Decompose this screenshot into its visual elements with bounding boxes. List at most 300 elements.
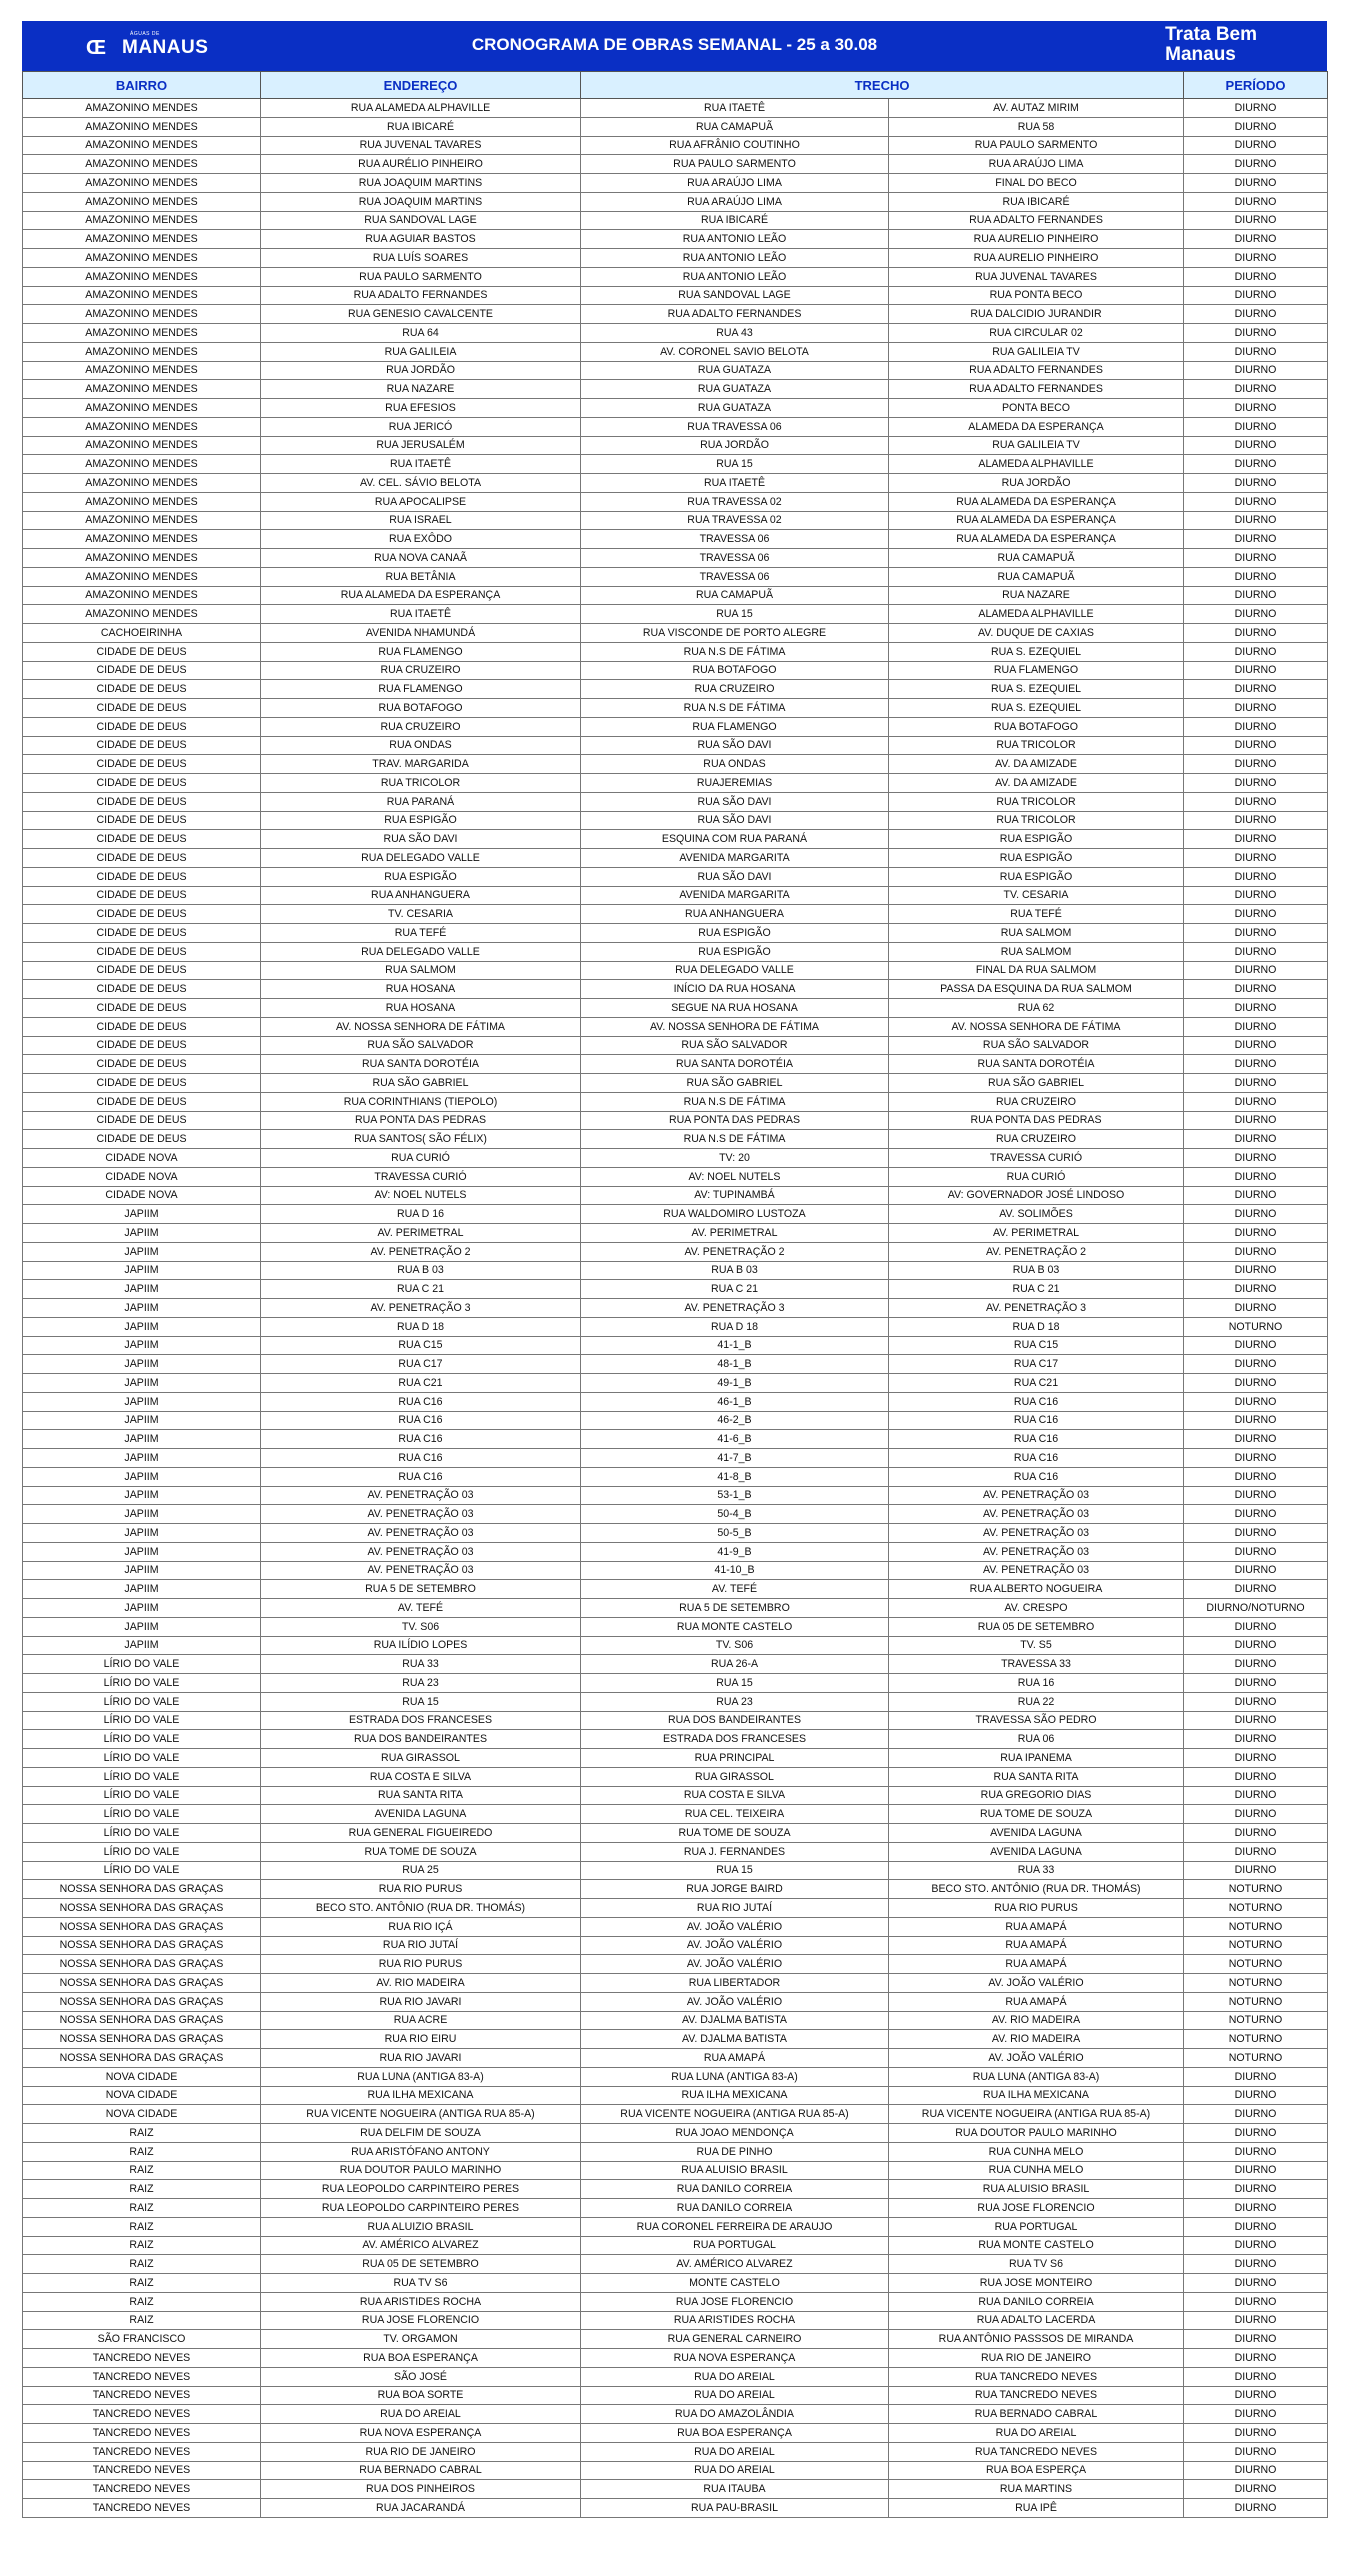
cell-trecho-to: PONTA BECO bbox=[889, 399, 1184, 418]
cell-periodo: DIURNO bbox=[1184, 1692, 1328, 1711]
cell-endereco: RUA TRICOLOR bbox=[261, 774, 581, 793]
cell-periodo: NOTURNO bbox=[1184, 1936, 1328, 1955]
cell-endereco: AV: NOEL NUTELS bbox=[261, 1186, 581, 1205]
cell-trecho-to: AV. DA AMIZADE bbox=[889, 774, 1184, 793]
trata-bem-manaus-logo bbox=[1165, 25, 1257, 65]
cell-periodo: DIURNO bbox=[1184, 2180, 1328, 2199]
table-row bbox=[23, 1542, 1328, 1561]
cell-trecho-from: 41-7_B bbox=[581, 1449, 889, 1468]
table-row bbox=[23, 755, 1328, 774]
cell-bairro: CACHOEIRINHA bbox=[23, 624, 261, 643]
cell-trecho-to: RUA ILHA MEXICANA bbox=[889, 2086, 1184, 2105]
table-row bbox=[23, 399, 1328, 418]
cell-endereco: RUA 33 bbox=[261, 1655, 581, 1674]
cell-periodo: DIURNO bbox=[1184, 1655, 1328, 1674]
cell-bairro: JAPIIM bbox=[23, 1580, 261, 1599]
table-row bbox=[23, 867, 1328, 886]
cell-trecho-from: RUA GUATAZA bbox=[581, 380, 889, 399]
table-row bbox=[23, 1299, 1328, 1318]
cell-periodo: DIURNO bbox=[1184, 867, 1328, 886]
cell-bairro: AMAZONINO MENDES bbox=[23, 211, 261, 230]
cell-periodo: DIURNO bbox=[1184, 2199, 1328, 2218]
table-row bbox=[23, 1392, 1328, 1411]
cell-trecho-from: RUA DELEGADO VALLE bbox=[581, 961, 889, 980]
cell-bairro: CIDADE DE DEUS bbox=[23, 1111, 261, 1130]
table-row bbox=[23, 886, 1328, 905]
cell-endereco: RUA 25 bbox=[261, 1861, 581, 1880]
cell-bairro: CIDADE DE DEUS bbox=[23, 999, 261, 1018]
cell-endereco: RUA JOAQUIM MARTINS bbox=[261, 192, 581, 211]
cell-trecho-to: RUA DO AREIAL bbox=[889, 2424, 1184, 2443]
cell-endereco: AV. PENETRAÇÃO 2 bbox=[261, 1242, 581, 1261]
cell-trecho-to: RUA 06 bbox=[889, 1730, 1184, 1749]
cell-periodo: DIURNO bbox=[1184, 1224, 1328, 1243]
cell-trecho-to: RUA PORTUGAL bbox=[889, 2217, 1184, 2236]
cell-endereco: RUA 64 bbox=[261, 324, 581, 343]
cell-trecho-from: AV. JOÃO VALÉRIO bbox=[581, 1936, 889, 1955]
cell-bairro: CIDADE DE DEUS bbox=[23, 811, 261, 830]
cell-bairro: LÍRIO DO VALE bbox=[23, 1692, 261, 1711]
cell-periodo: DIURNO bbox=[1184, 455, 1328, 474]
cell-bairro: JAPIIM bbox=[23, 1336, 261, 1355]
cell-endereco: RUA BOA ESPERANÇA bbox=[261, 2349, 581, 2368]
table-row bbox=[23, 1955, 1328, 1974]
cell-trecho-to: RUA 58 bbox=[889, 117, 1184, 136]
cell-bairro: CIDADE DE DEUS bbox=[23, 905, 261, 924]
cell-endereco: RUA HOSANA bbox=[261, 999, 581, 1018]
cell-bairro: TANCREDO NEVES bbox=[23, 2480, 261, 2499]
cell-trecho-from: SEGUE NA RUA HOSANA bbox=[581, 999, 889, 1018]
cell-endereco: RUA C16 bbox=[261, 1392, 581, 1411]
cell-periodo: DIURNO bbox=[1184, 1411, 1328, 1430]
cell-periodo: DIURNO bbox=[1184, 1242, 1328, 1261]
cell-bairro: TANCREDO NEVES bbox=[23, 2386, 261, 2405]
cell-endereco: TRAV. MARGARIDA bbox=[261, 755, 581, 774]
cell-endereco: RUA FLAMENGO bbox=[261, 642, 581, 661]
cell-trecho-from: AV. PENETRAÇÃO 2 bbox=[581, 1242, 889, 1261]
cell-endereco: RUA TEFÉ bbox=[261, 924, 581, 943]
cell-trecho-from: 50-4_B bbox=[581, 1505, 889, 1524]
cell-periodo: DIURNO bbox=[1184, 324, 1328, 343]
cell-endereco: RUA EFESIOS bbox=[261, 399, 581, 418]
cell-trecho-to: RUA CUNHA MELO bbox=[889, 2161, 1184, 2180]
cell-trecho-to: TRAVESSA SÃO PEDRO bbox=[889, 1711, 1184, 1730]
table-row bbox=[23, 1467, 1328, 1486]
table-row bbox=[23, 1749, 1328, 1768]
cell-endereco: RUA ITAETÊ bbox=[261, 455, 581, 474]
cell-trecho-to: AV. PENETRAÇÃO 3 bbox=[889, 1299, 1184, 1318]
cell-periodo: DIURNO bbox=[1184, 961, 1328, 980]
cell-trecho-from: RUA DE PINHO bbox=[581, 2142, 889, 2161]
cell-trecho-to: RUA SANTA DOROTÉIA bbox=[889, 1055, 1184, 1074]
cell-bairro: RAIZ bbox=[23, 2142, 261, 2161]
cell-endereco: AV. PENETRAÇÃO 03 bbox=[261, 1486, 581, 1505]
cell-trecho-from: RUA FLAMENGO bbox=[581, 717, 889, 736]
cell-trecho-to: RUA RIO DE JANEIRO bbox=[889, 2349, 1184, 2368]
table-row bbox=[23, 211, 1328, 230]
cell-periodo: DIURNO bbox=[1184, 980, 1328, 999]
cell-trecho-to: RUA AURELIO PINHEIRO bbox=[889, 249, 1184, 268]
cell-bairro: NOSSA SENHORA DAS GRAÇAS bbox=[23, 1880, 261, 1899]
cell-trecho-from: RUA GUATAZA bbox=[581, 399, 889, 418]
cell-trecho-from: RUA ARISTIDES ROCHA bbox=[581, 2311, 889, 2330]
table-row bbox=[23, 136, 1328, 155]
cell-periodo: DIURNO bbox=[1184, 1861, 1328, 1880]
cell-trecho-from: RUA GENERAL CARNEIRO bbox=[581, 2330, 889, 2349]
cell-trecho-to: RUA CURIÓ bbox=[889, 1167, 1184, 1186]
cell-periodo: DIURNO bbox=[1184, 905, 1328, 924]
cell-trecho-to: RUA JOSE MONTEIRO bbox=[889, 2274, 1184, 2293]
cell-bairro: TANCREDO NEVES bbox=[23, 2499, 261, 2518]
cell-trecho-to: RUA ALAMEDA DA ESPERANÇA bbox=[889, 530, 1184, 549]
cell-trecho-from: RUA B 03 bbox=[581, 1261, 889, 1280]
table-row bbox=[23, 1092, 1328, 1111]
cell-bairro: LÍRIO DO VALE bbox=[23, 1767, 261, 1786]
cell-bairro: JAPIIM bbox=[23, 1524, 261, 1543]
cell-bairro: AMAZONINO MENDES bbox=[23, 230, 261, 249]
cell-bairro: LÍRIO DO VALE bbox=[23, 1805, 261, 1824]
cell-trecho-from: AV. JOÃO VALÉRIO bbox=[581, 1917, 889, 1936]
cell-periodo: DIURNO bbox=[1184, 2461, 1328, 2480]
cell-bairro: JAPIIM bbox=[23, 1280, 261, 1299]
cell-trecho-from: RUA SÃO DAVI bbox=[581, 736, 889, 755]
table-row bbox=[23, 249, 1328, 268]
cell-bairro: CIDADE NOVA bbox=[23, 1149, 261, 1168]
table-row bbox=[23, 380, 1328, 399]
cell-trecho-from: RUA N.S DE FÁTIMA bbox=[581, 642, 889, 661]
cell-endereco: AV. CEL. SÁVIO BELOTA bbox=[261, 474, 581, 493]
cell-endereco: RUA CRUZEIRO bbox=[261, 717, 581, 736]
cell-periodo: DIURNO bbox=[1184, 605, 1328, 624]
cell-trecho-to: RUA MONTE CASTELO bbox=[889, 2236, 1184, 2255]
cell-endereco: RUA SANDOVAL LAGE bbox=[261, 211, 581, 230]
cell-endereco: RUA GALILEIA bbox=[261, 342, 581, 361]
table-row bbox=[23, 1730, 1328, 1749]
cell-trecho-from: RUA ANHANGUERA bbox=[581, 905, 889, 924]
cell-bairro: AMAZONINO MENDES bbox=[23, 586, 261, 605]
cell-endereco: RUA PAULO SARMENTO bbox=[261, 267, 581, 286]
cell-trecho-from: RUA SANTA DOROTÉIA bbox=[581, 1055, 889, 1074]
cell-trecho-to: AV. PENETRAÇÃO 2 bbox=[889, 1242, 1184, 1261]
cell-bairro: NOVA CIDADE bbox=[23, 2105, 261, 2124]
cell-endereco: AV. PENETRAÇÃO 03 bbox=[261, 1542, 581, 1561]
cell-endereco: AV. TEFÉ bbox=[261, 1599, 581, 1618]
cell-periodo: DIURNO bbox=[1184, 586, 1328, 605]
cell-bairro: AMAZONINO MENDES bbox=[23, 361, 261, 380]
cell-trecho-to: AV. PENETRAÇÃO 03 bbox=[889, 1524, 1184, 1543]
cell-bairro: AMAZONINO MENDES bbox=[23, 174, 261, 193]
cell-endereco: RUA ADALTO FERNANDES bbox=[261, 286, 581, 305]
cell-trecho-from: RUA ITAUBA bbox=[581, 2480, 889, 2499]
cell-trecho-from: 41-8_B bbox=[581, 1467, 889, 1486]
cell-trecho-from: ESQUINA COM RUA PARANÁ bbox=[581, 830, 889, 849]
cell-bairro: NOVA CIDADE bbox=[23, 2086, 261, 2105]
table-row bbox=[23, 774, 1328, 793]
cell-bairro: LÍRIO DO VALE bbox=[23, 1730, 261, 1749]
cell-trecho-to: RUA BOTAFOGO bbox=[889, 717, 1184, 736]
cell-endereco: RUA D 16 bbox=[261, 1205, 581, 1224]
cell-trecho-from: 41-9_B bbox=[581, 1542, 889, 1561]
cell-bairro: AMAZONINO MENDES bbox=[23, 399, 261, 418]
cell-trecho-from: AV. AMÉRICO ALVAREZ bbox=[581, 2255, 889, 2274]
cell-trecho-to: RUA DALCIDIO JURANDIR bbox=[889, 305, 1184, 324]
cell-bairro: CIDADE DE DEUS bbox=[23, 792, 261, 811]
cell-endereco: AV. NOSSA SENHORA DE FÁTIMA bbox=[261, 1017, 581, 1036]
cell-trecho-from: AV. PENETRAÇÃO 3 bbox=[581, 1299, 889, 1318]
cell-bairro: LÍRIO DO VALE bbox=[23, 1824, 261, 1843]
cell-trecho-from: 41-6_B bbox=[581, 1430, 889, 1449]
cell-trecho-to: RUA NAZARE bbox=[889, 586, 1184, 605]
table-row bbox=[23, 1674, 1328, 1693]
cell-endereco: RUA NOVA CANAÃ bbox=[261, 549, 581, 568]
cell-trecho-from: RUA CORONEL FERREIRA DE ARAUJO bbox=[581, 2217, 889, 2236]
cell-trecho-from: MONTE CASTELO bbox=[581, 2274, 889, 2293]
cell-periodo: DIURNO bbox=[1184, 1092, 1328, 1111]
cell-bairro: JAPIIM bbox=[23, 1242, 261, 1261]
cell-trecho-to: RUA CUNHA MELO bbox=[889, 2142, 1184, 2161]
cell-endereco: RUA BOA SORTE bbox=[261, 2386, 581, 2405]
cell-bairro: AMAZONINO MENDES bbox=[23, 549, 261, 568]
cell-trecho-to: RUA S. EZEQUIEL bbox=[889, 642, 1184, 661]
cell-endereco: RUA TOME DE SOUZA bbox=[261, 1842, 581, 1861]
cell-trecho-from: AV. JOÃO VALÉRIO bbox=[581, 1992, 889, 2011]
table-row bbox=[23, 2367, 1328, 2386]
cell-trecho-from: RUA RIO JUTAÍ bbox=[581, 1899, 889, 1918]
cell-trecho-to: RUA ADALTO FERNANDES bbox=[889, 211, 1184, 230]
cell-endereco: RUA ESPIGÃO bbox=[261, 867, 581, 886]
cell-trecho-to: RUA TANCREDO NEVES bbox=[889, 2442, 1184, 2461]
cell-endereco: RUA JACARANDÁ bbox=[261, 2499, 581, 2518]
cell-bairro: JAPIIM bbox=[23, 1505, 261, 1524]
cell-trecho-from: RUA CRUZEIRO bbox=[581, 680, 889, 699]
cell-trecho-to: RUA RIO PURUS bbox=[889, 1899, 1184, 1918]
cell-trecho-from: RUA N.S DE FÁTIMA bbox=[581, 1092, 889, 1111]
cell-endereco: RUA CRUZEIRO bbox=[261, 661, 581, 680]
cell-periodo: DIURNO bbox=[1184, 2067, 1328, 2086]
cell-endereco: RUA CURIÓ bbox=[261, 1149, 581, 1168]
cell-trecho-to: AV. DUQUE DE CAXIAS bbox=[889, 624, 1184, 643]
cell-bairro: CIDADE DE DEUS bbox=[23, 942, 261, 961]
cell-trecho-from: AVENIDA MARGARITA bbox=[581, 886, 889, 905]
cell-endereco: RUA EXÔDO bbox=[261, 530, 581, 549]
table-row bbox=[23, 1617, 1328, 1636]
cell-trecho-to: RUA AMAPÁ bbox=[889, 1936, 1184, 1955]
cell-trecho-from: RUA ITAETÊ bbox=[581, 99, 889, 118]
table-row bbox=[23, 699, 1328, 718]
cell-endereco: RUA NAZARE bbox=[261, 380, 581, 399]
cell-trecho-from: RUA SÃO SALVADOR bbox=[581, 1036, 889, 1055]
cell-trecho-to: TRAVESSA 33 bbox=[889, 1655, 1184, 1674]
cell-endereco: RUA GIRASSOL bbox=[261, 1749, 581, 1768]
cell-endereco: RUA FLAMENGO bbox=[261, 680, 581, 699]
cell-trecho-from: RUA BOA ESPERANÇA bbox=[581, 2424, 889, 2443]
cell-endereco: RUA JOSE FLORENCIO bbox=[261, 2311, 581, 2330]
cell-trecho-to: AV. PERIMETRAL bbox=[889, 1224, 1184, 1243]
cell-periodo: DIURNO bbox=[1184, 2386, 1328, 2405]
cell-bairro: CIDADE DE DEUS bbox=[23, 680, 261, 699]
cell-trecho-to: RUA TRICOLOR bbox=[889, 811, 1184, 830]
cell-endereco: RUA JERUSALÉM bbox=[261, 436, 581, 455]
cell-trecho-to: RUA SANTA RITA bbox=[889, 1767, 1184, 1786]
logo-small-text: ÁGUAS DE bbox=[130, 31, 160, 37]
cell-trecho-to: AV. DA AMIZADE bbox=[889, 755, 1184, 774]
cell-periodo: DIURNO bbox=[1184, 117, 1328, 136]
cell-endereco: RUA ONDAS bbox=[261, 736, 581, 755]
cell-trecho-to: RUA JORDÃO bbox=[889, 474, 1184, 493]
cell-trecho-to: RUA C21 bbox=[889, 1374, 1184, 1393]
schedule-sheet bbox=[22, 21, 1327, 2518]
cell-trecho-to: FINAL DO BECO bbox=[889, 174, 1184, 193]
table-row bbox=[23, 980, 1328, 999]
table-row bbox=[23, 1074, 1328, 1093]
table-row bbox=[23, 324, 1328, 343]
cell-bairro: AMAZONINO MENDES bbox=[23, 605, 261, 624]
cell-periodo: DIURNO bbox=[1184, 2480, 1328, 2499]
cell-endereco: RUA LEOPOLDO CARPINTEIRO PERES bbox=[261, 2180, 581, 2199]
cell-periodo: DIURNO bbox=[1184, 774, 1328, 793]
cell-endereco: RUA ALUIZIO BRASIL bbox=[261, 2217, 581, 2236]
cell-trecho-from: RUA BOTAFOGO bbox=[581, 661, 889, 680]
cell-endereco: RUA RIO JUTAÍ bbox=[261, 1936, 581, 1955]
header-banner bbox=[22, 21, 1327, 71]
cell-endereco: AV. PERIMETRAL bbox=[261, 1224, 581, 1243]
cell-endereco: RUA B 03 bbox=[261, 1261, 581, 1280]
table-row bbox=[23, 1017, 1328, 1036]
table-row bbox=[23, 455, 1328, 474]
cell-trecho-from: AV. TEFÉ bbox=[581, 1580, 889, 1599]
cell-endereco: RUA JORDÃO bbox=[261, 361, 581, 380]
cell-bairro: NOSSA SENHORA DAS GRAÇAS bbox=[23, 2011, 261, 2030]
table-row bbox=[23, 417, 1328, 436]
cell-trecho-to: RUA PONTA DAS PEDRAS bbox=[889, 1111, 1184, 1130]
table-row bbox=[23, 736, 1328, 755]
table-row bbox=[23, 1336, 1328, 1355]
cell-periodo: DIURNO bbox=[1184, 1505, 1328, 1524]
cell-trecho-to: RUA 62 bbox=[889, 999, 1184, 1018]
cell-trecho-from: RUA SÃO GABRIEL bbox=[581, 1074, 889, 1093]
works-schedule-table bbox=[22, 71, 1328, 2518]
table-row bbox=[23, 2255, 1328, 2274]
cell-trecho-to: RUA TOME DE SOUZA bbox=[889, 1805, 1184, 1824]
cell-periodo: DIURNO bbox=[1184, 1280, 1328, 1299]
table-row bbox=[23, 1411, 1328, 1430]
table-row bbox=[23, 830, 1328, 849]
cell-bairro: RAIZ bbox=[23, 2161, 261, 2180]
cell-periodo: DIURNO bbox=[1184, 511, 1328, 530]
cell-trecho-to: RUA 05 DE SETEMBRO bbox=[889, 1617, 1184, 1636]
cell-periodo: DIURNO bbox=[1184, 342, 1328, 361]
cell-endereco: RUA ILÍDIO LOPES bbox=[261, 1636, 581, 1655]
cell-trecho-from: RUA 43 bbox=[581, 324, 889, 343]
table-row bbox=[23, 624, 1328, 643]
cell-trecho-to: RUA CIRCULAR 02 bbox=[889, 324, 1184, 343]
cell-trecho-to: RUA ARAÚJO LIMA bbox=[889, 155, 1184, 174]
cell-bairro: TANCREDO NEVES bbox=[23, 2442, 261, 2461]
cell-endereco: RUA COSTA E SILVA bbox=[261, 1767, 581, 1786]
cell-bairro: JAPIIM bbox=[23, 1486, 261, 1505]
cell-bairro: AMAZONINO MENDES bbox=[23, 511, 261, 530]
cell-periodo: DIURNO bbox=[1184, 1449, 1328, 1468]
cell-periodo: DIURNO bbox=[1184, 924, 1328, 943]
cell-trecho-from: AV. JOÃO VALÉRIO bbox=[581, 1955, 889, 1974]
logo-mark-icon: Œ bbox=[86, 37, 104, 59]
cell-endereco: RUA SÃO SALVADOR bbox=[261, 1036, 581, 1055]
cell-periodo: DIURNO bbox=[1184, 1392, 1328, 1411]
cell-trecho-to: RUA C16 bbox=[889, 1392, 1184, 1411]
cell-periodo: NOTURNO bbox=[1184, 1317, 1328, 1336]
cell-bairro: JAPIIM bbox=[23, 1299, 261, 1318]
cell-trecho-to: RUA C16 bbox=[889, 1411, 1184, 1430]
cell-trecho-to: RUA ALAMEDA DA ESPERANÇA bbox=[889, 511, 1184, 530]
table-row bbox=[23, 2049, 1328, 2068]
cell-trecho-to: AV. JOÃO VALÉRIO bbox=[889, 2049, 1184, 2068]
cell-trecho-from: RUA JOAO MENDONÇA bbox=[581, 2124, 889, 2143]
cell-trecho-from: RUA DANILO CORREIA bbox=[581, 2199, 889, 2218]
cell-periodo: DIURNO bbox=[1184, 249, 1328, 268]
cell-trecho-from: TV. S06 bbox=[581, 1636, 889, 1655]
cell-endereco: RUA 5 DE SETEMBRO bbox=[261, 1580, 581, 1599]
cell-trecho-to: RUA AMAPÁ bbox=[889, 1992, 1184, 2011]
cell-bairro: CIDADE DE DEUS bbox=[23, 1017, 261, 1036]
cell-endereco: RUA RIO PURUS bbox=[261, 1955, 581, 1974]
table-row bbox=[23, 1055, 1328, 1074]
cell-bairro: CIDADE DE DEUS bbox=[23, 661, 261, 680]
cell-bairro: NOSSA SENHORA DAS GRAÇAS bbox=[23, 1936, 261, 1955]
cell-endereco: RUA LEOPOLDO CARPINTEIRO PERES bbox=[261, 2199, 581, 2218]
cell-endereco: RUA ACRE bbox=[261, 2011, 581, 2030]
cell-endereco: RUA C16 bbox=[261, 1449, 581, 1468]
cell-periodo: DIURNO bbox=[1184, 1842, 1328, 1861]
brand-line-1: Trata Bem bbox=[1165, 24, 1257, 45]
cell-bairro: CIDADE DE DEUS bbox=[23, 980, 261, 999]
cell-periodo: DIURNO bbox=[1184, 1636, 1328, 1655]
table-row bbox=[23, 2424, 1328, 2443]
cell-trecho-from: RUA 23 bbox=[581, 1692, 889, 1711]
cell-periodo: DIURNO bbox=[1184, 155, 1328, 174]
cell-bairro: AMAZONINO MENDES bbox=[23, 417, 261, 436]
cell-trecho-from: RUA TRAVESSA 02 bbox=[581, 492, 889, 511]
cell-bairro: LÍRIO DO VALE bbox=[23, 1674, 261, 1693]
table-row bbox=[23, 1974, 1328, 1993]
cell-trecho-to: RUA IPÊ bbox=[889, 2499, 1184, 2518]
cell-trecho-to: RUA DANILO CORREIA bbox=[889, 2292, 1184, 2311]
cell-endereco: RUA SANTA RITA bbox=[261, 1786, 581, 1805]
table-row bbox=[23, 549, 1328, 568]
cell-bairro: AMAZONINO MENDES bbox=[23, 324, 261, 343]
cell-trecho-from: RUA ESPIGÃO bbox=[581, 942, 889, 961]
cell-bairro: NOSSA SENHORA DAS GRAÇAS bbox=[23, 1899, 261, 1918]
table-row bbox=[23, 605, 1328, 624]
cell-trecho-from: AV. DJALMA BATISTA bbox=[581, 2011, 889, 2030]
cell-bairro: AMAZONINO MENDES bbox=[23, 455, 261, 474]
cell-trecho-to: AVENIDA LAGUNA bbox=[889, 1842, 1184, 1861]
cell-bairro: CIDADE DE DEUS bbox=[23, 1036, 261, 1055]
cell-bairro: LÍRIO DO VALE bbox=[23, 1749, 261, 1768]
cell-periodo: DIURNO bbox=[1184, 736, 1328, 755]
cell-endereco: ESTRADA DOS FRANCESES bbox=[261, 1711, 581, 1730]
cell-periodo: DIURNO bbox=[1184, 1336, 1328, 1355]
cell-trecho-from: AVENIDA MARGARITA bbox=[581, 849, 889, 868]
cell-periodo: DIURNO bbox=[1184, 1261, 1328, 1280]
cell-bairro: CIDADE DE DEUS bbox=[23, 717, 261, 736]
cell-bairro: CIDADE DE DEUS bbox=[23, 886, 261, 905]
cell-bairro: CIDADE DE DEUS bbox=[23, 736, 261, 755]
cell-trecho-to: AV. RIO MADEIRA bbox=[889, 2011, 1184, 2030]
cell-endereco: RUA GENERAL FIGUEIREDO bbox=[261, 1824, 581, 1843]
table-row bbox=[23, 1430, 1328, 1449]
cell-trecho-to: RUA GREGORIO DIAS bbox=[889, 1786, 1184, 1805]
cell-trecho-from: TRAVESSA 06 bbox=[581, 567, 889, 586]
